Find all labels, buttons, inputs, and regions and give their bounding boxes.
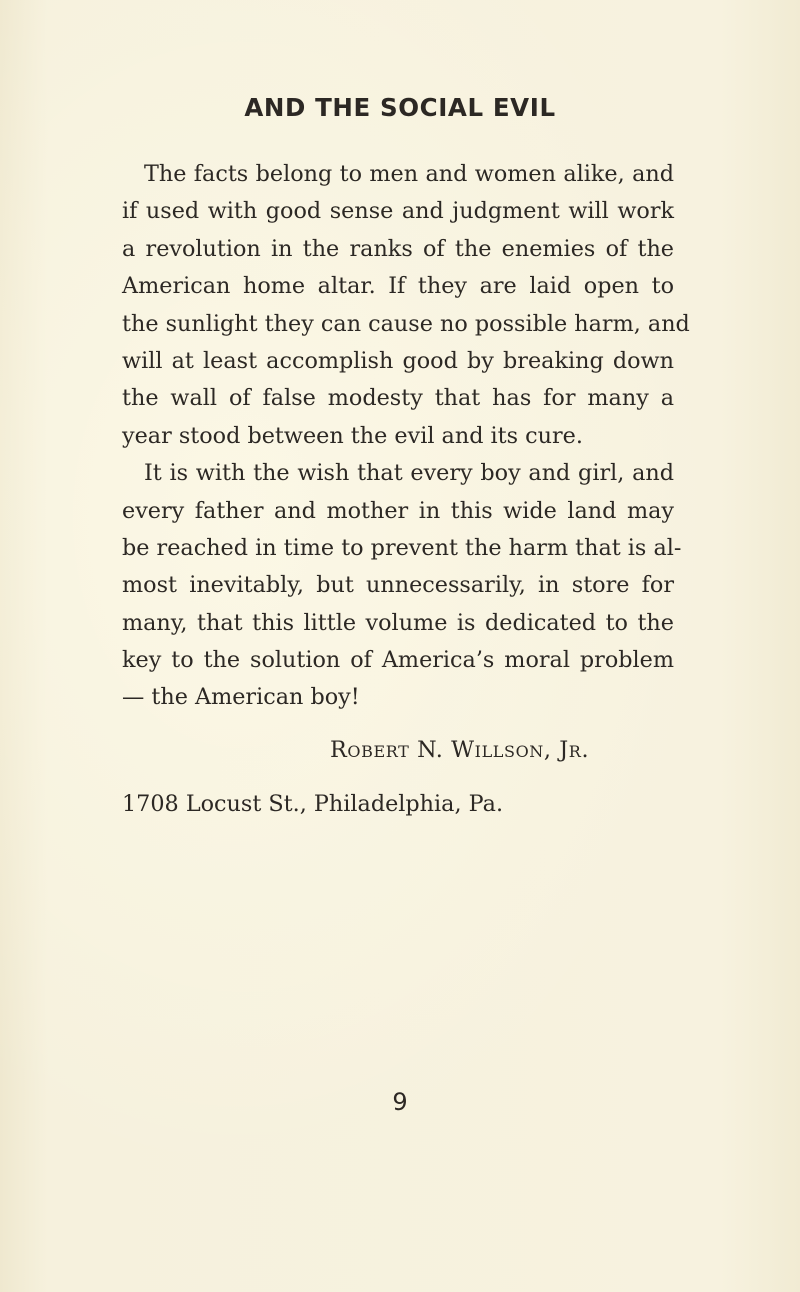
text-line: — the American boy! xyxy=(122,684,360,711)
text-line: the wall of false modesty that has for many a xyxy=(122,385,674,412)
text-line: key to the solution of America’s moral problem xyxy=(122,647,674,674)
author-signature: Robert N. Willson, Jr. xyxy=(330,737,590,763)
text-line: many, that this little volume is dedicated to the xyxy=(122,609,674,636)
text-line: will at least accomplish good by breaking down xyxy=(122,347,674,374)
page-number: 9 xyxy=(392,1088,408,1116)
text-line: The facts belong to men and women alike, and xyxy=(144,161,674,187)
text-line: year stood between the evil and its cure. xyxy=(122,422,583,449)
author-address: 1708 Locust St., Philadelphia, Pa. xyxy=(122,791,504,817)
body-text xyxy=(122,156,690,717)
text-line: a revolution in the ranks of the enemies of the xyxy=(122,235,674,262)
text-line: be reached in time to prevent the harm that is al- xyxy=(122,534,682,561)
text-line: most inevitably, but unnecessarily, in store for xyxy=(122,572,674,599)
text-line: American home altar. If they are laid open to xyxy=(122,273,674,300)
running-head: AND THE SOCIAL EVIL xyxy=(244,93,556,122)
text-line: if used with good sense and judgment will work xyxy=(122,198,674,225)
text-line: It is with the wish that every boy and girl, and xyxy=(144,460,674,487)
text-line: the sunlight they can cause no possible harm, and xyxy=(122,310,690,337)
text-line: every father and mother in this wide land may xyxy=(122,497,674,524)
